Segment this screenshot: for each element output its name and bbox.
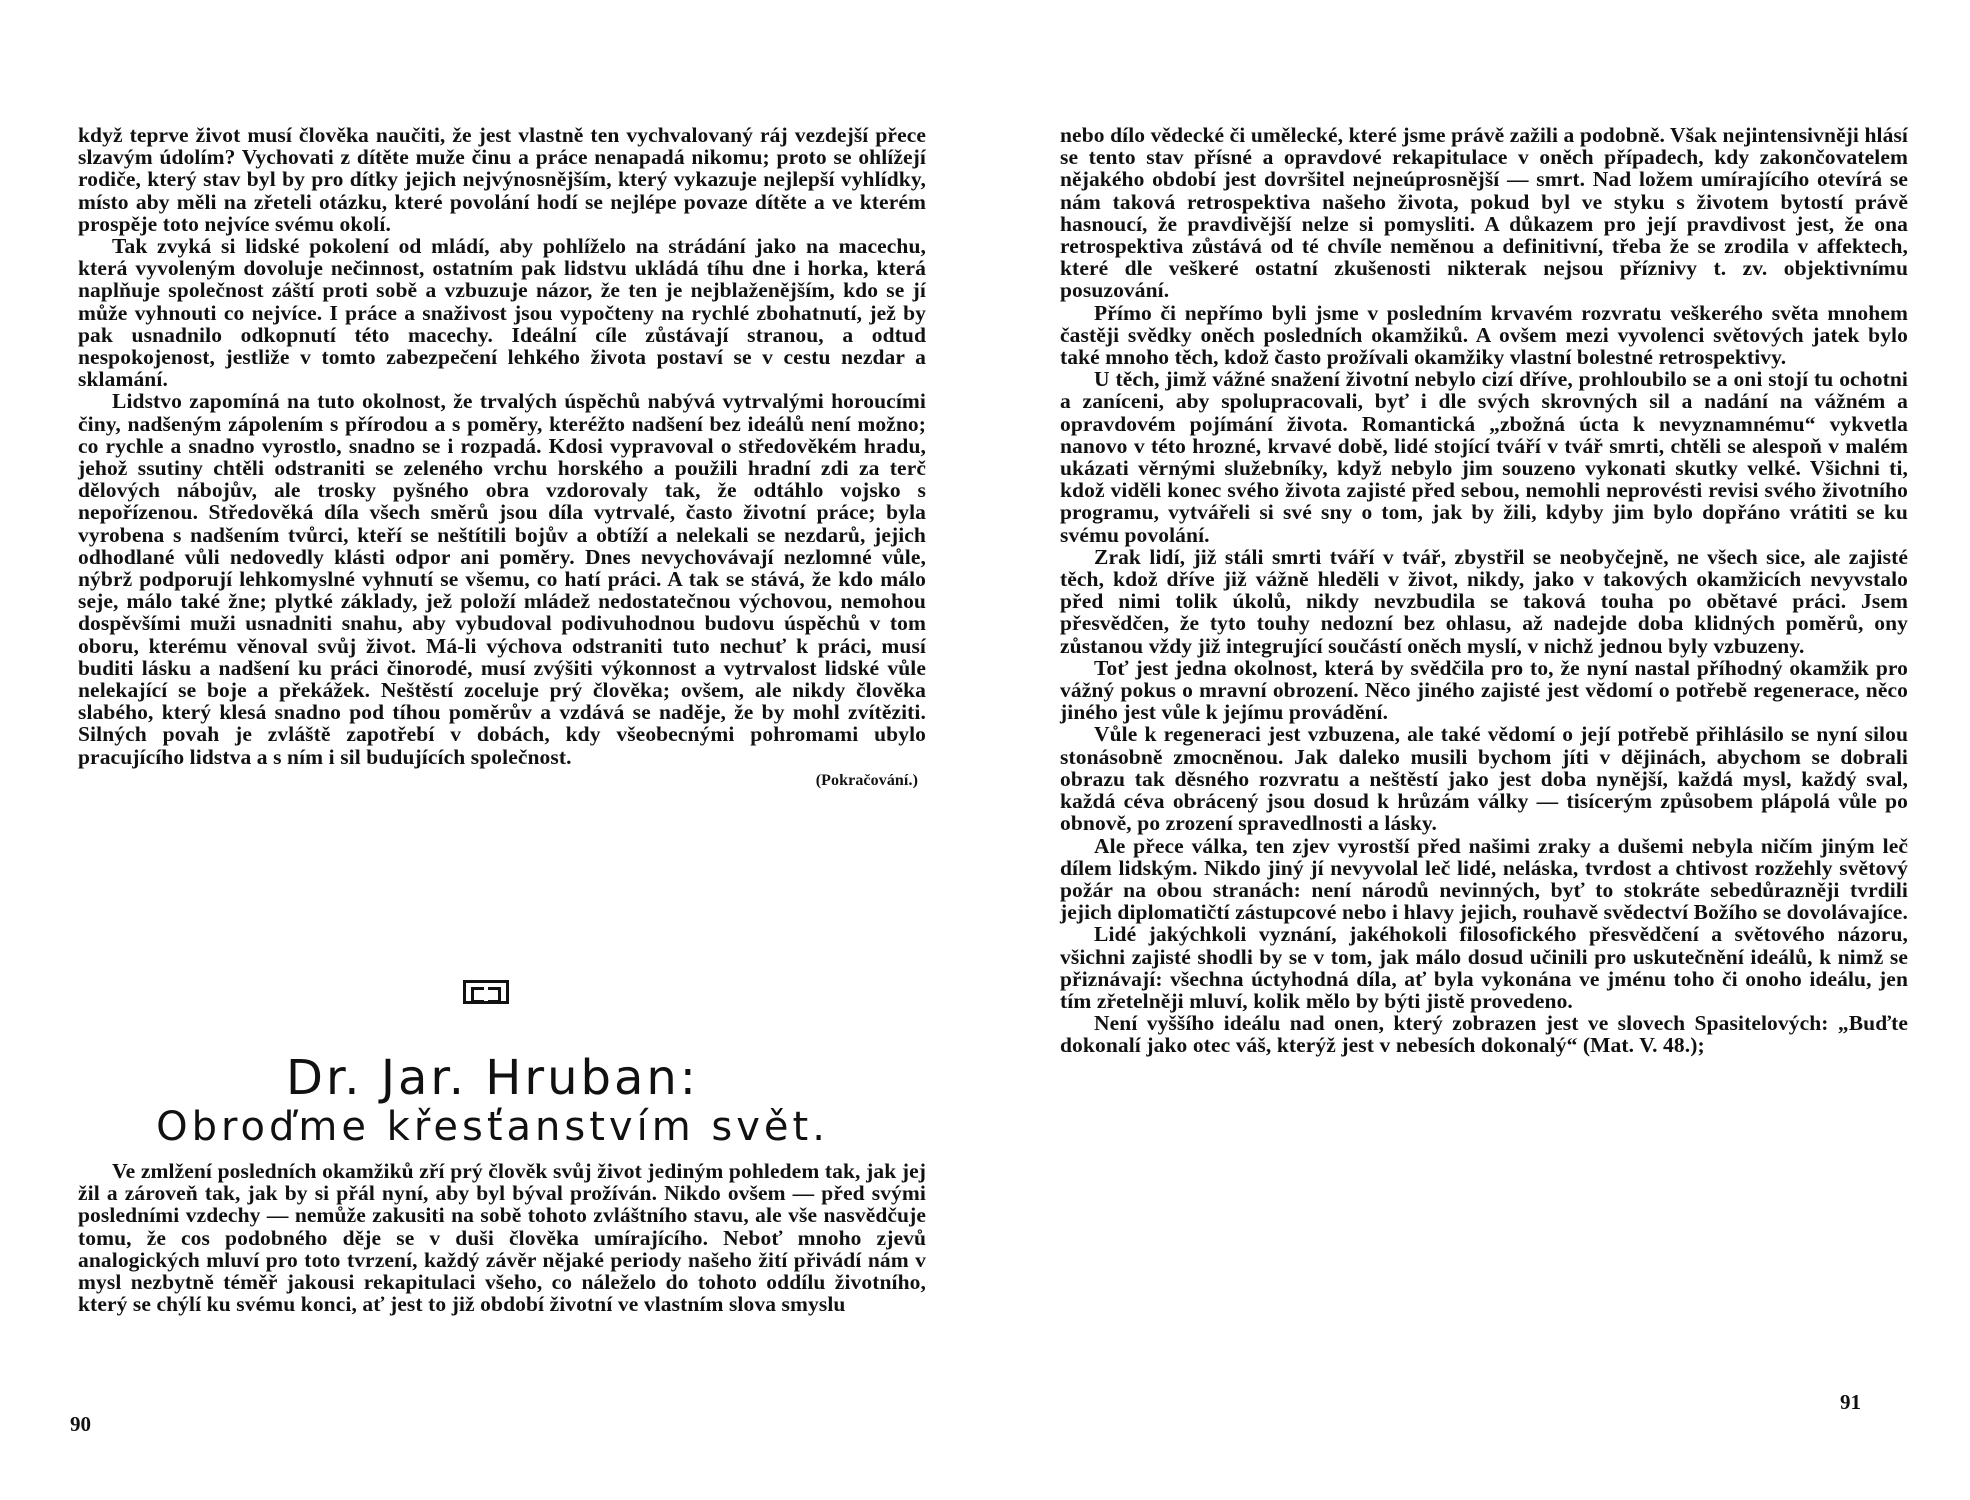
section-ornament-icon [463, 980, 509, 1004]
paragraph: Toť jest jedna okolnost, která by svědčila pro to, že nyní nastal příhodný okamžik pro vážný pokus o mravní obrození. Něco jiného zajisté jest vědomí o potřebě regenerace, něco jiného jest vůle k jejímu provádění. [1060, 655, 1908, 725]
paragraph: když teprve život musí člověka naučiti, že jest vlastně ten vychvalovaný ráj vezdejší přece slzavým údolím? Vychovati z dítěte muže činu a práce nenapadá nikomu; proto se ohlížejí rodiče, který stav byl by pro dítky jejich nejvýnosnějším, který vykazuje nejlepší vyhlídky, místo aby měli na zřeteli otázku, které povolání hodí se nejlépe povaze dítěte a ve kterém prospěje toto nejvíce svému okolí. [78, 123, 926, 236]
paragraph: Ale přece válka, ten zjev vyrostší před našimi zraky a dušemi nebyla ničím jiným leč dílem lidským. Nikdo jiný jí nevyvolal leč lidé, neláska, tvrdost a chtivost rozžehly světový požár na obou stranách: není národů nevinných, byť to stokráte sebedůrazněji tvrdili jejich diplomatičtí zástupcové nebo i hlavy jejich, rouhavě svědectví Božího se dovolávajíce. [1060, 833, 1908, 925]
paragraph: U těch, jimž vážné snažení životní nebylo cizí dříve, prohloubilo se a oni stojí tu ochotni a zaníceni, aby spolupracovali, byť i dle svých skrovných sil a nadání na vážném a opravdovém pojímání života. Romantická „zbožná úcta k nevyznamnému“ vykvetla nanovo v této hrozné, krvavé době, lidé stojící tváří v tvář smrti, chtěli se alespoň v malém ukázati věrnými služebníky, když nebylo jim souzeno vykonati skutky velké. Všichni ti, kdož viděli konec svého života zajisté před sebou, nemohli neprovésti revisi svého životního programu, vytvářeli si své sny o tom, jak by žili, kdyby jim bylo dopřáno vrátiti se ku svému povolání. [1060, 367, 1908, 547]
paragraph: Přímo či nepřímo byli jsme v posledním krvavém rozvratu veškerého světa mnohem častěji svědky oněch posledních okamžiků. A ovšem mezi vyvolenci světových jatek bylo také mnoho těch, kdož často prožívali okamžiky vlastní bolestné retrospektivy. [1060, 300, 1908, 370]
paragraph: Lidstvo zapomíná na tuto okolnost, že trvalých úspěchů nabývá vytrvalými horoucími činy, nadšeným zápolením s přírodou a s poměry, kteréžto nadšení bez ideálů není možno; co rychle a snadno vyrostlo, snadno se i rozpadá. Kdosi vypravoval o středověkém hradu, jehož ssutiny chtěli odstraniti se zeleného vrchu horského a použili hradní zdi za terč dělových nábojův, ale trosky pyšného obra vzdorovaly tak, že odtáhlo vojsko s nepořízenou. Středověká díla všech směrů jsou díla vytrvalé, často životní práce; byla vyrobena s nadšením tvůrci, kteří se neštítili bojův a obtíží a nelekali se nezdarů, jejich odhodlané vůli nedovedly klásti odpor ani poměry. Dnes nevychovávají nezlomné vůle, nýbrž podporují lehkomyslné vyhnutí se všemu, co hatí práci. A tak se stává, že kdo málo seje, málo také žne; plytké základy, jež položí mládež nedostatečnou výchovou, nemohou dospěvšími muži usnadniti snahu, aby vybudoval podivuhodnou budovu úspěchů v tom oboru, kterému věnoval svůj život. Má-li výchova odstraniti tuto nechuť k práci, musí buditi lásku a nadšení ku práci činorodé, musí zvýšiti výkonnost a vytrvalost lidské vůle nelekající se boje a překážek. Neštěstí zoceluje prý člověka; ovšem, ale nikdy člověka slabého, který klesá snadno pod tíhou poměrův a vzdává se naděje, že by mohl zvítěziti. Silných povah je zvláště zapotřebí v dobách, kdy všeobecnými pohromami ubylo pracujícího lidstva a s ním i sil budujících společnost. [78, 389, 926, 769]
paragraph: Není vyššího ideálu nad onen, který zobrazen jest ve slovech Spasitelových: „Buďte dokonalí jako otec váš, kterýž jest v nebesích dokonalý“ (Mat. V. 48.); [1060, 1011, 1908, 1058]
article-text [78, 1160, 926, 1315]
paragraph: Vůle k regeneraci jest vzbuzena, ale také vědomí o její potřebě přihlásilo se nyní silou stonásobně zmocněnou. Jak daleko musili bychom jíti v dějinách, abychom se dobrali obrazu tak děsného rozvratu a neštěstí jako jest doba nynější, každá mysl, každý sval, každá céva obrácený jsou dosud k hrůzám války — tisícerým způsobem plápolá vůle po obnově, po zrození spravedlnosti a lásky. [1060, 722, 1908, 836]
article-author: Dr. Jar. Hruban: [286, 1050, 699, 1106]
right-page [985, 0, 1970, 1500]
article-title: Obroďme křesťanstvím svět. [156, 1104, 829, 1150]
page-number: 91 [1840, 1390, 1861, 1414]
paragraph: Lidé jakýchkoli vyznání, jakéhokoli filosofického přesvědčení a světového názoru, všichni zajisté shodli by se v tom, jak málo dosud učinili pro uskutečnění ideálů, k nimž se přiznávají: všechna úctyhodná díla, ať byla vykonána ve jménu toho či onoho ideálu, jen tím zřetelněji mluví, kolik mělo by býti jistě provedeno. [1060, 922, 1908, 1013]
paragraph: nebo dílo vědecké či umělecké, které jsme právě zažili a podobně. Však nejintensivněji hlásí se tento stav přísné a opravdové rekapitulace v oněch případech, kdy zakončovatelem nějakého období jest dovršitel nejneúprosnější — smrt. Nad ložem umírajícího otevírá se nám taková retrospektiva našeho života, pokud byl ve styku s životem bytostí právě hasnoucí, že pravdivější nelze si pomysliti. A důkazem pro její pravdivost jest, že ona retrospektiva zůstává od té chvíle neměnou a definitivní, třeba že se zrodila v affektech, které dle veškeré ostatní zkušenosti nikterak nejsou příznivy t. zv. objektivnímu posuzování. [1060, 123, 1908, 303]
continued-note: (Pokračování.) [815, 771, 918, 789]
page-number: 90 [70, 1412, 91, 1436]
paragraph: Ve zmlžení posledních okamžiků zří prý člověk svůj život jediným pohledem tak, jak jej žil a zároveň tak, jak by si přál nyní, aby byl býval prožíván. Nikdo ovšem — před svými posledními vzdechy — nemůže zakusiti na sobě tohoto zvláštního stavu, ale vše nasvědčuje tomu, že cos podobného děje se v duši člověka umírajícího. Neboť mnoho zjevů analogických mluví pro toto tvrzení, každý závěr nějaké periody našeho žití přivádí nám v mysl nezbytně téměř jakousi rekapitulaci všeho, co náleželo do tohoto oddílu životního, který se chýlí ku svému konci, ať jest to již období životní ve vlastním slova smyslu [78, 1159, 926, 1317]
right-page-text [1060, 124, 1908, 1057]
paragraph: Zrak lidí, již stáli smrti tváří v tvář, zbystřil se neobyčejně, ne všech sice, ale zajisté těch, kdož dříve již vážně hleděli v život, nikdy, jako v takových okamžicích nevyvstalo před nimi tolik úkolů, nikdy nevzbudila se taková touha po obětavé práci. Jsem přesvědčen, že tyto touhy nedozní bez ohlasu, až nadejde doba klidných poměrů, ony zůstanou vždy již integrující součástí oněch myslí, v nichž jednou byly vzbuzeny. [1060, 544, 1908, 658]
left-page-text [78, 124, 926, 792]
paragraph: Tak zvyká si lidské pokolení od mládí, aby pohlíželo na strádání jako na macechu, která vyvoleným dovoluje nečinnost, ostatním pak lidstvu ukládá tíhu dne i horka, která naplňuje společnost záští proti sobě a vzbuzuje názor, že ten je nejblaženějším, kdo se jí může vyhnouti co nejvíce. I práce a snaživost jsou vypočteny na rychlé zbohatnutí, jež by pak usnadnilo odkopnutí této macechy. Ideální cíle zůstávají stranou, a odtud nespokojenost, jestliže v tomto zabezpečení lehkého života postaví se v cestu nezdar a sklamání. [78, 234, 926, 392]
